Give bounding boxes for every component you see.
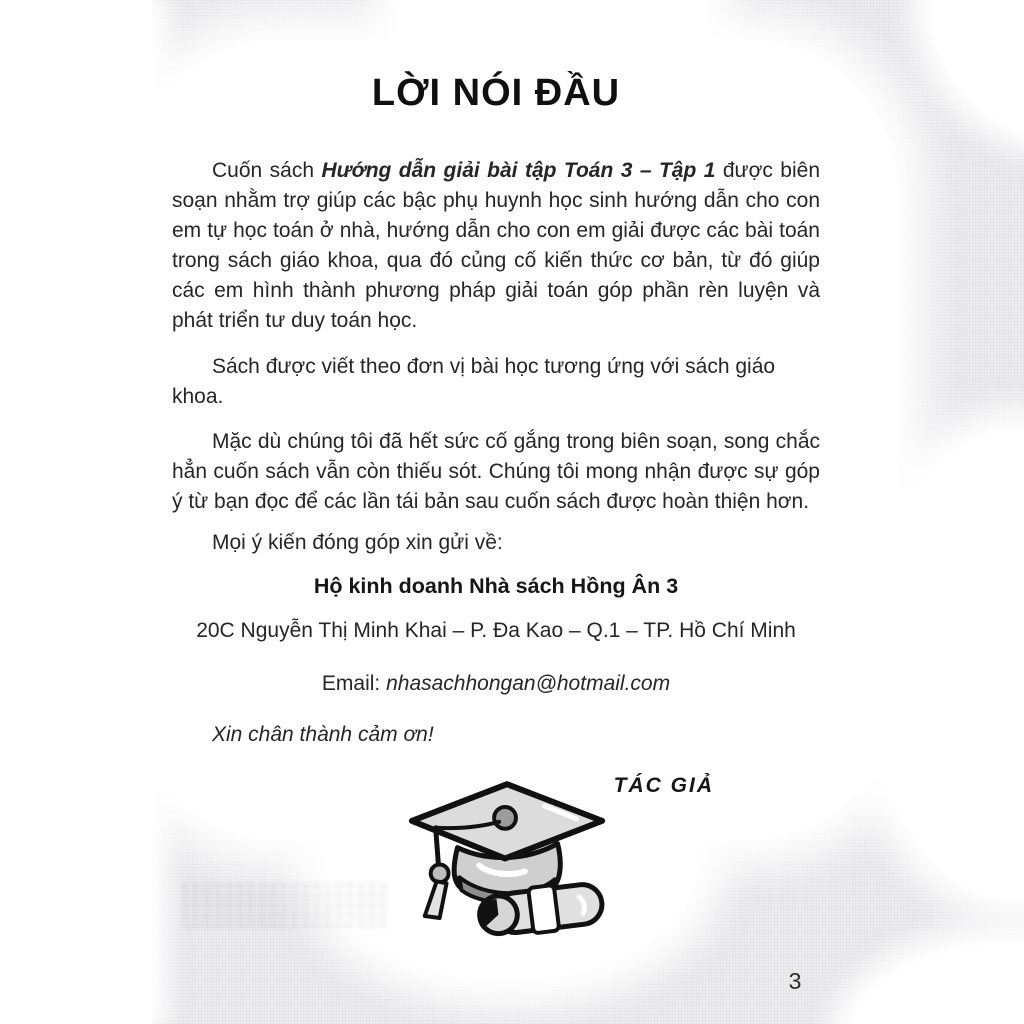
text-segment: Email: [321,672,387,695]
text-segment: Hướng dẫn giải bài tập Toán 3 – Tập 1 [321,159,716,182]
paper-cloud-bottom-right [845,945,1024,1024]
page-number: 3 [788,968,802,994]
paper-cloud-top-right [930,0,1024,140]
preface-paragraph-2: Sách được viết theo đơn vị bài học tương ứng với sách giáo khoa. [172,355,776,408]
text-segment: Cuốn sách [212,159,322,182]
publisher-name: Hộ kinh doanh Nhà sách Hồng Ân 3 [313,574,679,598]
thanks-line: Xin chân thành cảm ơn! [212,723,434,746]
address-line: 20C Nguyễn Thị Minh Khai – P. Đa Kao – Q.1 – TP. Hồ Chí Minh [196,619,796,642]
preface-content [172,156,820,801]
page-showthrough-artifact [182,882,387,928]
email-line [172,669,820,699]
tassel-knot [431,864,449,882]
tassel-tail [425,881,447,918]
page-title: LỜI NÓI ĐẦU [371,72,621,114]
graduation-cap-diploma-icon [396,778,624,942]
scroll-ribbon [528,885,559,933]
tassel-string [436,828,439,868]
author-signature: TÁC GIẢ [613,774,714,797]
preface-paragraph-3: Mặc dù chúng tôi đã hết sức cố gắng trong biên soạn, song chắc hẳn cuốn sách vẫn còn thiếu sót. Chúng tôi mong nhận được sự góp ý từ bạn đọc để các lần tái bản sau cuốn sách được hoàn thiện hơn. [172,430,820,513]
text-segment: nhasachhongan@hotmail.com [386,672,671,695]
cap-button [494,807,516,829]
text-segment: được biên soạn nhằm trợ giúp các bậc phụ huynh học sinh hướng dẫn cho con em tự học toán ở nhà, hướng dẫn cho con em giải được các bài toán trong sách giáo khoa, qua đó củng cố kiến thức cơ bản, từ đó giúp các em hình thành phương pháp giải toán góp phần rèn luyện và phát triển tư duy toán học. [172,159,820,332]
preface-paragraph-4: Mọi ý kiến đóng góp xin gửi về: [212,531,503,554]
preface-paragraph-1 [172,156,820,336]
